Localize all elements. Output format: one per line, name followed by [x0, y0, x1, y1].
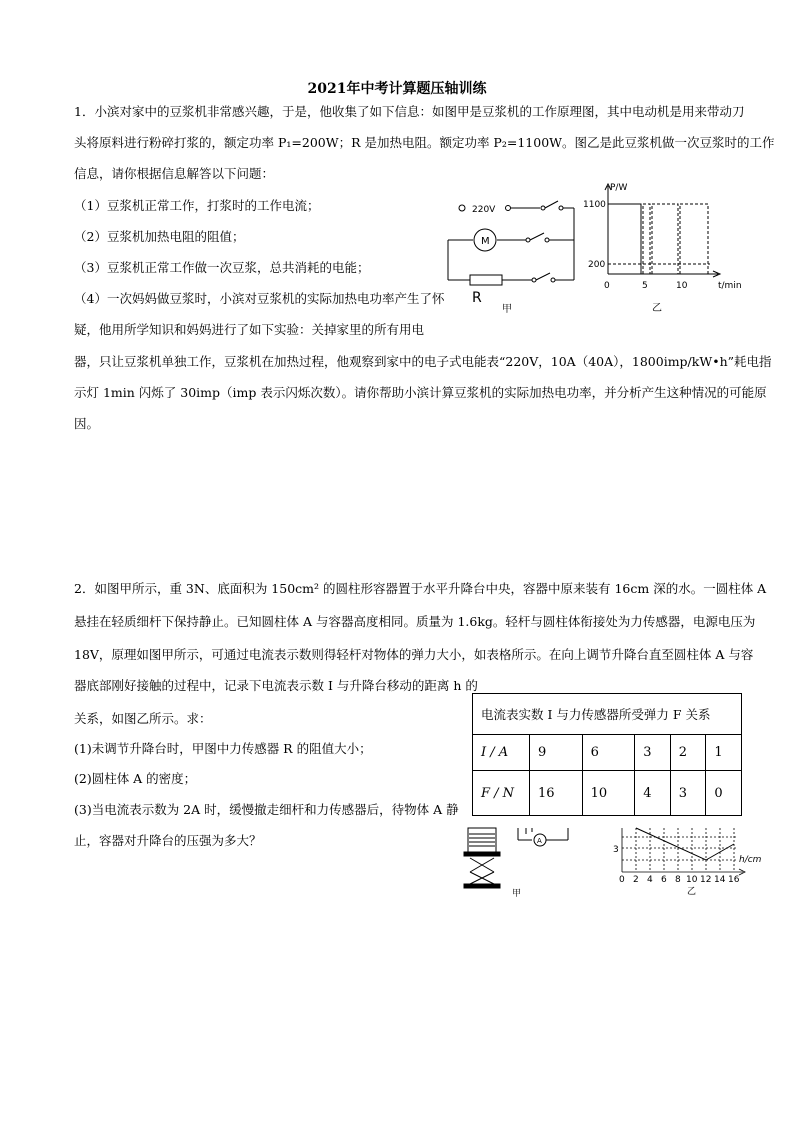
q2-line-1: 2．如图甲所示，重 3N、底面积为 150cm² 的圆柱形容器置于水平升降台中央，容器中原来装有 16cm 深的水。一圆柱体 A	[74, 581, 767, 596]
table-cell: 3	[635, 735, 671, 771]
graph2-xtick: 0	[619, 875, 625, 885]
q1-line-11: 因。	[74, 416, 100, 431]
row-header-force: F / N	[473, 771, 530, 816]
graph2-xtick: 14	[714, 875, 726, 885]
q1-line-3: 信息，请你根据信息解答以下问题：	[74, 166, 275, 181]
q2-line-8: (3)当电流表示数为 2A 时，缓慢撤走细杆和力传感器后，待物体 A 静	[74, 802, 459, 817]
table-cell: 1	[706, 735, 742, 771]
q1-line-9: 器，只让豆浆机单独工作，豆浆机在加热过程，他观察到家中的电子式电能表“220V，10A（40A），1800imp/kW•h”耗电指	[74, 354, 772, 369]
table-cell: 4	[635, 771, 671, 816]
graph-xtick-10: 10	[676, 281, 688, 291]
table-cell: 2	[670, 735, 706, 771]
graph2-caption: 乙	[687, 887, 697, 896]
table-row	[473, 771, 742, 816]
q2-line-2: 悬挂在轻质细杆下保持静止。已知圆柱体 A 与容器高度相同。质量为 1.6kg。轻杆与圆柱体衔接处为力传感器，电源电压为	[74, 614, 756, 629]
q1-line-8: 疑，他用所学知识和妈妈进行了如下实验：关掉家里的所有用电	[74, 322, 425, 337]
table-row	[473, 735, 742, 771]
q1-line-1: 1．小滨对家中的豆浆机非常感兴趣，于是，他收集了如下信息：如图甲是豆浆机的工作原理图，其中电动机是用来带动刀	[74, 104, 745, 119]
graph2-xtick: 10	[686, 875, 698, 885]
table-cell: 0	[706, 771, 742, 816]
q2-current-graph	[605, 824, 777, 896]
motor-label: M	[481, 236, 490, 247]
table-cell: 10	[582, 771, 635, 816]
apparatus-caption: 甲	[512, 889, 522, 897]
q1-line-7: （4）一次妈妈做豆浆时，小滨对豆浆机的实际加热电功率产生了怀	[74, 291, 445, 306]
graph-caption: 乙	[652, 303, 662, 314]
q1-line-2: 头将原料进行粉碎打浆的，额定功率 P₁=200W；R 是加热电阻。额定功率 P₂=1100W。图乙是此豆浆机做一次豆浆时的工作	[74, 135, 775, 150]
circuit-caption: 甲	[502, 304, 512, 315]
graph-ytick-1100: 1100	[583, 200, 606, 210]
graph-xtick-5: 5	[642, 281, 648, 291]
q2-line-9: 止，容器对升降台的压强为多大？	[74, 833, 262, 848]
q2-line-3: 18V，原理如图甲所示，可通过电流表示数则得轻杆对物体的弹力大小，如表格所示。在向上调节升降台直至圆柱体 A 与容	[74, 647, 754, 662]
terminal-left	[459, 205, 465, 211]
resistor-label: R	[472, 290, 482, 306]
resistor-icon	[470, 275, 502, 285]
graph-origin: 0	[604, 281, 610, 291]
table-cell: 6	[582, 735, 635, 771]
q2-line-4: 器底部刚好接触的过程中，记录下电流表示数 I 与升降台移动的距离 h 的	[74, 678, 478, 693]
graph2-xtick: 16	[728, 875, 740, 885]
q1-line-4: （1）豆浆机正常工作，打浆时的工作电流；	[74, 198, 320, 213]
graph-ytick-200: 200	[588, 260, 606, 270]
graph2-xtick: 2	[633, 875, 639, 885]
q2-apparatus-figure	[460, 822, 580, 897]
row-header-current: I / A	[473, 735, 530, 771]
table-cell: 3	[670, 771, 706, 816]
force-current-table	[472, 693, 742, 816]
q1-line-5: （2）豆浆机加热电阻的阻值；	[74, 229, 245, 244]
graph2-ytick: 3	[613, 845, 619, 855]
q2-line-7: (2)圆柱体 A 的密度；	[74, 771, 197, 786]
q1-line-6: （3）豆浆机正常工作做一次豆浆，总共消耗的电能；	[74, 260, 370, 275]
q1-circuit-diagram	[440, 190, 590, 315]
table-caption: 电流表实数 I 与力传感器所受弹力 F 关系	[473, 694, 742, 735]
ammeter-label: A	[537, 837, 542, 845]
table-cell: 16	[530, 771, 583, 816]
table-cell: 9	[530, 735, 583, 771]
q2-line-5: 关系，如图乙所示。求：	[74, 711, 212, 726]
voltage-label: 220V	[472, 205, 496, 215]
graph-xlabel: t/min	[718, 281, 742, 291]
graph2-xtick: 12	[700, 875, 712, 885]
q1-line-10: 示灯 1min 闪烁了 30imp（imp 表示闪烁次数）。请你帮助小滨计算豆浆机的实际加热电功率，并分析产生这种情况的可能原	[74, 385, 767, 400]
graph2-xtick: 8	[675, 875, 681, 885]
graph2-xlabel: h/cm	[739, 855, 762, 865]
q1-power-graph	[580, 178, 750, 318]
q2-line-6: (1)未调节升降台时，甲图中力传感器 R 的阻值大小；	[74, 741, 372, 756]
page-title: 2021年中考计算题压轴训练	[307, 81, 487, 97]
graph2-xtick: 6	[661, 875, 667, 885]
graph-ylabel: P/W	[610, 183, 628, 193]
graph2-xtick: 4	[647, 875, 653, 885]
